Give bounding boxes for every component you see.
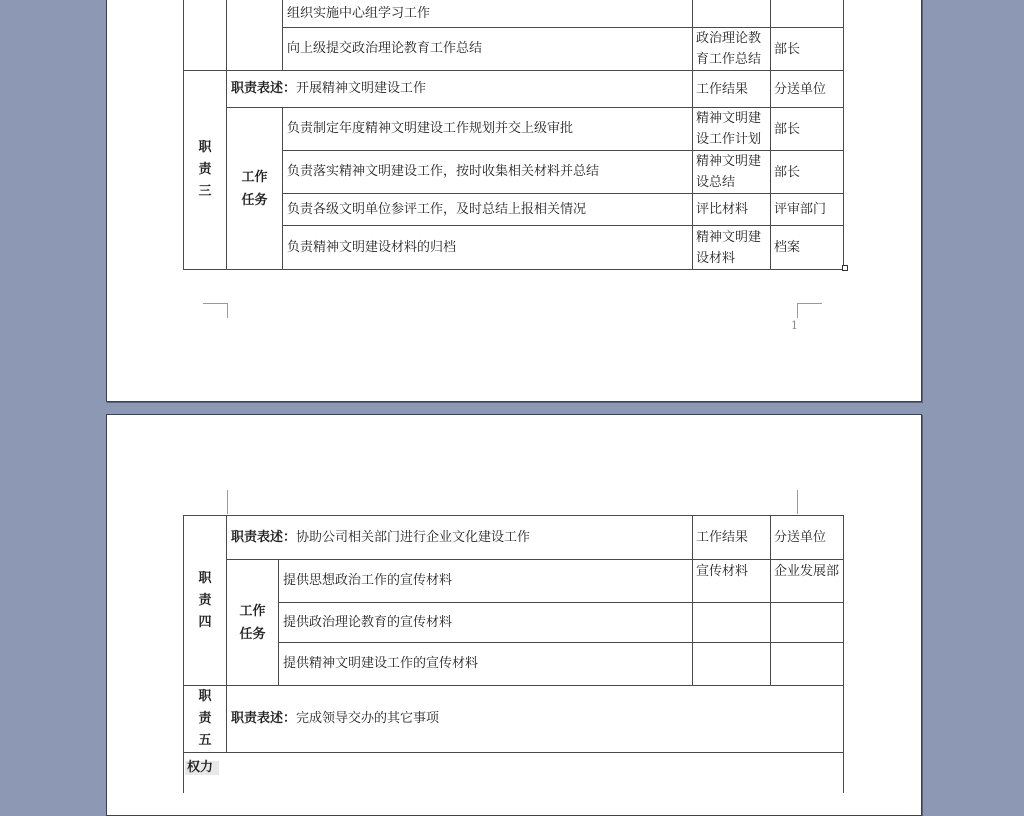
table-row [184,643,844,686]
margin-mark-left [227,490,229,514]
task-text: 负责各级文明单位参评工作，及时总结上报相关情况 [283,194,693,226]
task-text: 负责落实精神文明建设工作，按时收集相关材料并总结 [283,151,693,194]
dept-cell [771,0,844,28]
work-task-label: 工作 任务 [227,560,279,686]
result-header: 工作结果 [693,516,771,560]
table-row [184,108,844,151]
dept-cell [771,603,844,643]
cut-off-heading: 权力 [185,761,219,775]
dept-header: 分送单位 [771,71,844,108]
page-number: 1 [791,319,798,332]
dept-cell [771,643,844,686]
duty-table-page1 [183,0,844,270]
power-row [184,753,844,793]
work-task-label: 工作 任务 [227,108,283,270]
margin-mark-right [797,303,822,318]
margin-mark-right [797,490,799,514]
dept-cell: 部长 [771,28,844,71]
task-label-cell-prev [227,0,283,71]
result-cell [693,0,771,28]
dept-cell: 部长 [771,151,844,194]
duty-five-description: 职责表述：完成领导交办的其它事项 [227,686,844,753]
table-row [184,28,844,71]
table-row [184,753,844,793]
document-page-2 [106,414,922,816]
dept-cell: 部长 [771,108,844,151]
table-row [184,194,844,226]
table-row [184,226,844,270]
table-row [184,686,844,753]
table-resize-handle[interactable] [842,265,848,271]
task-text: 提供政治理论教育的宣传材料 [279,603,693,643]
result-cell: 宣传材料 [693,560,771,603]
task-text: 组织实施中心组学习工作 [283,0,693,28]
result-header: 工作结果 [693,71,771,108]
table-row [184,560,844,603]
result-cell: 精神文明建设材料 [693,226,771,270]
result-cell: 精神文明建设总结 [693,151,771,194]
margin-mark-left [203,303,228,318]
table-row [184,151,844,194]
task-text: 负责制定年度精神文明建设工作规划并交上级审批 [283,108,693,151]
duty-three-label: 职 责 三 [184,71,227,270]
document-page-1 [106,0,922,402]
table-row [184,0,844,28]
dept-cell: 档案 [771,226,844,270]
task-text: 提供精神文明建设工作的宣传材料 [279,643,693,686]
task-text: 向上级提交政治理论教育工作总结 [283,28,693,71]
table-row [184,516,844,560]
dept-cell: 评审部门 [771,194,844,226]
duty-four-label: 职 责 四 [184,516,227,686]
duty-table-page2 [183,515,844,793]
table-row [184,71,844,108]
dept-cell: 企业发展部 [771,560,844,603]
result-cell: 政治理论教育工作总结 [693,28,771,71]
result-cell [693,643,771,686]
task-text: 负责精神文明建设材料的归档 [283,226,693,270]
duty-five-label: 职 责 五 [184,686,227,753]
duty-three-description: 职责表述：开展精神文明建设工作 [227,71,693,108]
result-cell: 精神文明建设工作计划 [693,108,771,151]
result-cell [693,603,771,643]
duty-label-cell-prev [184,0,227,71]
table-row [184,603,844,643]
dept-header: 分送单位 [771,516,844,560]
task-text: 提供思想政治工作的宣传材料 [279,560,693,603]
result-cell: 评比材料 [693,194,771,226]
duty-four-description: 职责表述：协助公司相关部门进行企业文化建设工作 [227,516,693,560]
